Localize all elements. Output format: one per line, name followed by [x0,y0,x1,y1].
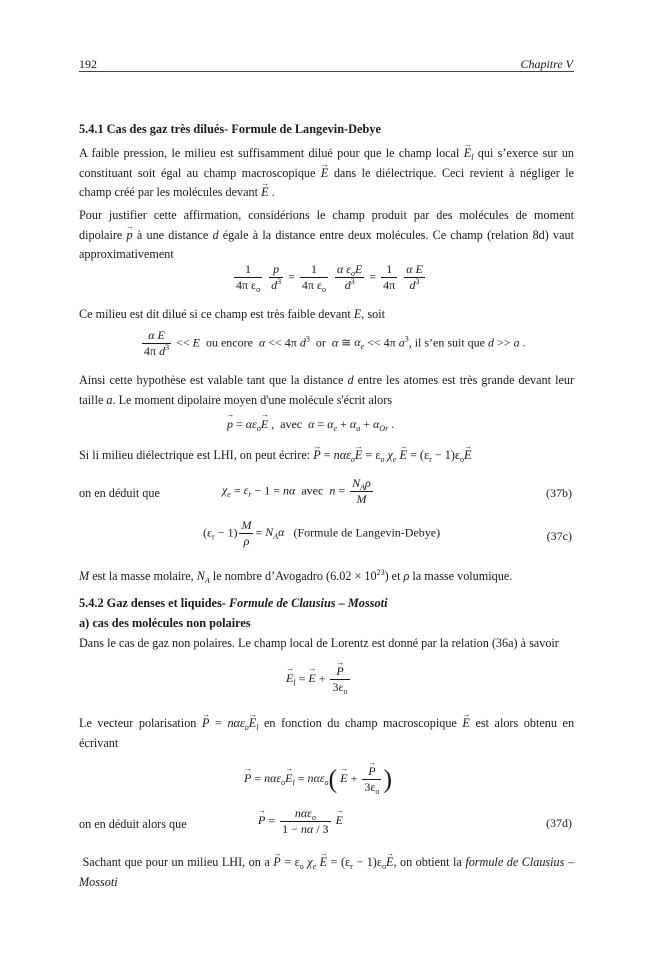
equation-37c: $(\varepsilon_r - 1)$ $\frac{M}{\rho}$ = $N_A\alpha$ (Formule de Langevin-Debye) [203,518,441,548]
chapter-title: Chapitre V [520,57,573,71]
paragraph-dilute-3: Ce milieu est dit dilué si ce champ est très faible devant E, soit [79,307,385,321]
page-number: 192 [79,57,97,71]
deduce-label-37b: on en déduit que [79,486,160,500]
paragraph-dilute-1: A faible pression, le milieu est suffisamment dilué pour que le champ local → $E_l$ qui s’exerce sur un constituant soit égal au champ macroscopique → E dans le diélectrique. Ceci revient à négliger le champ créé par les molécules devant → E . [79,144,574,203]
equation-lorentz-field: → $E_l$ = → E + → $\frac{P}{3\varepsilon_o}$ [286,664,352,695]
equation-dilute-condition: $\frac{\text{α E}}{4\pi d^3}$ << E ou encore α << 4π $d^3$ or α ≅ $\alpha_e << 4\pi$ $a^3$, il s’en suit que d >> a . [144,328,526,358]
equation-polarisation: → $P = n\alpha\varepsilon_o\to E_l = n\alpha\varepsilon_o( \to E$ + → $\frac{P}{3\varepsilon_o}$ ) [244,764,392,795]
equation-37b: $\chi_e = \varepsilon_r - 1 = n\alpha$ avec n = $\frac{N_A\rho}{M}$ [222,476,371,506]
equation-number-37d: (37d) [546,816,572,830]
header-rule [79,71,574,72]
paragraph-dilute-4: Ainsi cette hypothèse est valable tant que la distance d entre les atomes est très grande devant leur taille a. Le moment dipolaire moyen d'une molécule s'écrit alors [79,373,575,407]
subsection-title-nonpolar: a) cas des molécules non polaires [79,616,251,630]
paragraph-dilute-2: Pour justifier cette affirmation, considérions le champ produit par des molécules de moment dipolaire → p à une distance d égale à la distance entre deux molécules. Ce champ (relation 8d) vaut approximativement [79,206,574,265]
paragraph-polarisation: Le vecteur polarisation → $P = n\alpha\varepsilon_o\to E_l$ en fonction du champ macroscopique → E est alors obtenu en écrivant [79,714,574,753]
paragraph-lhi: Si li milieu diélectrique est LHI, on peut écrire: → $P = n\alpha\varepsilon_o\to E = \varepsilon_o$ $\chi_e \to E = (\varepsilon_r - 1)\varepsilon_o\to E$ [79,446,574,466]
equation-number-37c: (37c) [546,529,572,543]
math-macro-field: → E [321,164,328,184]
section-title-541: 5.4.1 Cas des gaz très dilués- Formule de Langevin-Debye [79,122,381,136]
equation-37d: → P = $\frac{n\alpha\varepsilon_o}{1 - n\alpha / 3}$ → E [258,806,343,837]
equation-number-37b: (37b) [546,486,572,500]
paragraph-lorentz: Dans le cas de gaz non polaires. Le champ local de Lorentz est donné par la relation (36a) à savoir [79,636,559,650]
paragraph-clausius: Sachant que pour un milieu LHI, on $a \to P = \varepsilon_o$ $\chi_e \to E = (\varepsilon_r - 1)\varepsilon_o\to E$, on obtient la formule de Clausius – Mossoti [79,853,574,892]
equation-dipole-moment: → $p = \alpha\varepsilon_o\to E$ , avec $\alpha = \alpha_e + \alpha_a + \alpha_{Or}$ . [227,416,394,432]
math-local-field: → E [464,144,471,164]
paragraph-definitions: M est la masse molaire, $N_A$ le nombre d’Avogadro $(6.02 \times 10^{23})$ et ρ la masse volumique. [79,568,513,585]
deduce-label-37d: on en déduit alors que [79,817,187,831]
equation-dipole-field: $\frac{1}{4\pi \varepsilon_o}$ $\frac{p}{d^3}$ = $\frac{1}{4\pi \varepsilon_o}$ $\frac{\alpha \varepsilon_oE}{d^3}$ = $\frac{1}{4\pi}$ $\frac{\text{α E}}{d^3}$ [236,262,423,294]
section-title-542: 5.4.2 Gaz denses et liquides- Formule de Clausius – Mossoti [79,596,388,610]
